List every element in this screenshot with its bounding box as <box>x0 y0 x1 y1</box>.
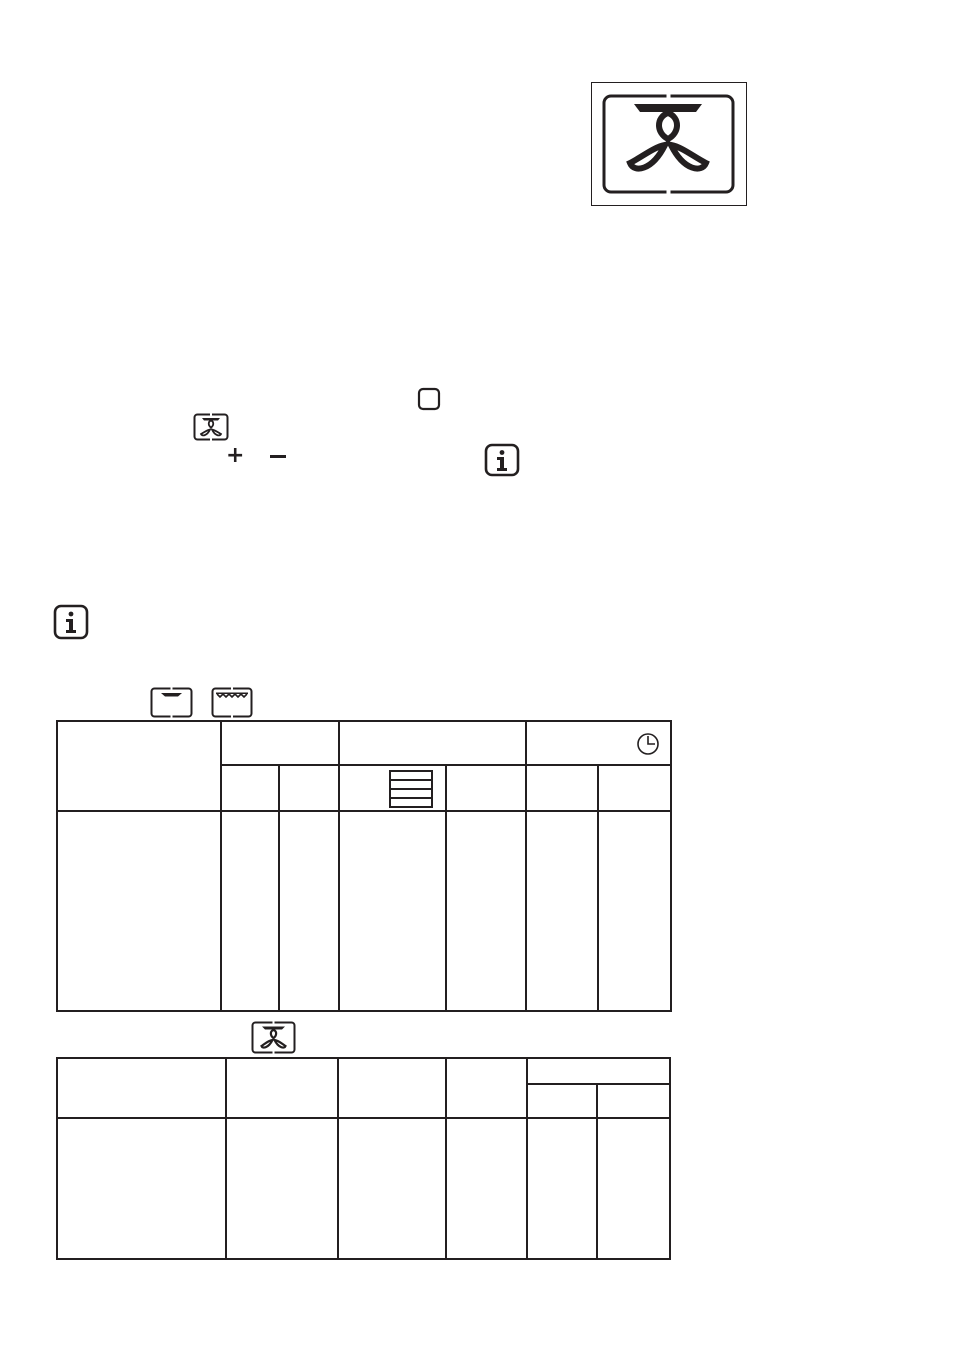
table-cell <box>527 1118 597 1259</box>
clock-icon <box>636 732 660 756</box>
top-heat-grill-icon <box>211 687 253 718</box>
table-header-cell <box>339 721 526 765</box>
table-header-cell <box>527 1058 670 1084</box>
table-header-cell <box>339 765 446 811</box>
table-cell <box>526 811 598 1011</box>
table-header-cell <box>446 1058 527 1118</box>
fan-cooking-table <box>56 1057 671 1260</box>
table-cell <box>598 811 671 1011</box>
table-cell <box>226 1118 338 1259</box>
top-heat-icon <box>150 687 193 718</box>
fan-with-top-heater-icon <box>193 413 229 441</box>
table-cell <box>279 811 339 1011</box>
plus-symbol: + <box>226 443 245 468</box>
table-header-cell <box>57 1058 226 1118</box>
table-cell <box>57 811 221 1011</box>
table-cell <box>338 1118 446 1259</box>
table-header-cell <box>526 721 671 765</box>
fan-symbol-box <box>591 82 747 206</box>
table-header-cell <box>57 721 221 811</box>
table-header-cell <box>226 1058 338 1118</box>
table-cell <box>597 1118 670 1259</box>
shelf-levels-icon <box>389 770 433 808</box>
info-icon <box>53 604 89 640</box>
rounded-square-button-icon <box>417 387 441 411</box>
table-header-cell <box>279 765 339 811</box>
table-header-cell <box>338 1058 446 1118</box>
table-header-cell <box>527 1084 597 1118</box>
table-header-cell <box>597 1084 670 1118</box>
table-cell <box>446 811 526 1011</box>
table-cell <box>339 811 446 1011</box>
table-cell <box>57 1118 226 1259</box>
table-cell <box>446 1118 527 1259</box>
table-header-cell <box>446 765 526 811</box>
table-header-cell <box>221 721 339 765</box>
info-icon <box>484 443 520 477</box>
table-cell <box>221 811 279 1011</box>
table-header-cell <box>526 765 598 811</box>
minus-symbol <box>270 455 286 458</box>
table-header-cell <box>221 765 279 811</box>
grilling-table <box>56 720 672 1012</box>
fan-with-top-heater-icon <box>592 83 745 204</box>
fan-with-top-heater-icon <box>251 1021 296 1054</box>
table-header-cell <box>598 765 671 811</box>
